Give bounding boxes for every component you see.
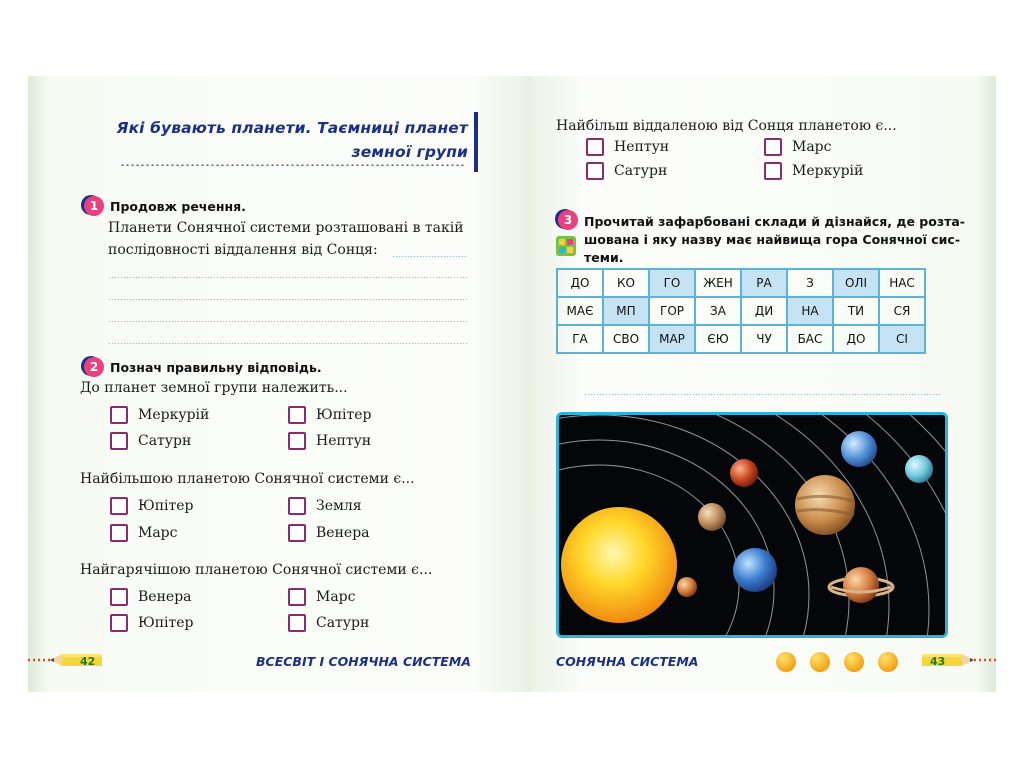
task1-heading: Продовж речення.	[110, 199, 246, 214]
option-item[interactable]	[110, 614, 194, 632]
syllable-cell: ГА	[557, 325, 603, 353]
task1-text-line2: послідовності віддалення від Сонця:	[108, 242, 378, 258]
option-item[interactable]	[288, 614, 369, 632]
checkbox[interactable]	[586, 138, 604, 156]
option-label: Юпітер	[138, 615, 194, 631]
syllable-cell: ДИ	[741, 297, 787, 325]
title-line-2: земної групи	[351, 143, 468, 161]
checkbox[interactable]	[288, 614, 306, 632]
syllable-row	[557, 269, 925, 297]
option-item[interactable]	[288, 432, 371, 450]
option-item[interactable]	[764, 162, 863, 180]
syllable-cell: ДО	[833, 325, 879, 353]
syllable-cell: МАЄ	[557, 297, 603, 325]
checkbox[interactable]	[288, 432, 306, 450]
option-label: Земля	[316, 498, 362, 514]
checkbox[interactable]	[288, 497, 306, 515]
syllable-cell: ГОР	[649, 297, 695, 325]
option-item[interactable]	[586, 162, 667, 180]
checkbox[interactable]	[288, 524, 306, 542]
syllable-cell-highlighted: ОЛІ	[833, 269, 879, 297]
syllable-cell-highlighted: СІ	[879, 325, 925, 353]
syllable-cell: СВО	[603, 325, 649, 353]
answer-line[interactable]	[584, 394, 942, 395]
syllable-cell: ЧУ	[741, 325, 787, 353]
title-accent-bar	[474, 112, 478, 172]
footer-section-title-right: СОНЯЧНА СИСТЕМА	[556, 654, 699, 669]
option-item[interactable]	[288, 588, 355, 606]
option-item[interactable]	[110, 497, 194, 515]
smiley-icon[interactable]	[844, 652, 864, 672]
option-label: Сатурн	[614, 163, 668, 179]
option-label: Венера	[138, 589, 192, 605]
page-number-right: 43	[930, 655, 946, 668]
option-item[interactable]	[110, 588, 192, 606]
syllable-cell: КО	[603, 269, 649, 297]
syllable-cell: З	[787, 269, 833, 297]
option-label: Сатурн	[138, 433, 192, 449]
option-label: Юпітер	[316, 407, 372, 423]
syllable-cell-highlighted: НА	[787, 297, 833, 325]
syllable-cell: БАС	[787, 325, 833, 353]
option-item[interactable]	[288, 406, 372, 424]
title-line-1: Які бувають планети. Таємниці планет	[116, 119, 468, 137]
task3-line2: шована і яку назву має найвища гора Сонячної сис-	[584, 232, 961, 247]
option-label: Марс	[138, 525, 178, 541]
task3-line3: теми.	[584, 250, 624, 265]
syllable-cell: ЗА	[695, 297, 741, 325]
footer-section-title-left: ВСЕСВІТ І СОНЯЧНА СИСТЕМА	[256, 654, 471, 669]
option-item[interactable]	[110, 524, 177, 542]
page-number-left: 42	[80, 655, 96, 668]
syllable-cell: СЯ	[879, 297, 925, 325]
option-item[interactable]	[110, 406, 209, 424]
task2-heading: Познач правильну відповідь.	[110, 360, 322, 375]
checkbox[interactable]	[288, 588, 306, 606]
syllable-cell-highlighted: МАР	[649, 325, 695, 353]
syllable-cell: НАС	[879, 269, 925, 297]
checkbox[interactable]	[288, 406, 306, 424]
question-2: Найбільшою планетою Сонячної системи є...	[80, 471, 415, 487]
task-number-2: 2	[84, 357, 104, 377]
option-label: Нептун	[614, 139, 670, 155]
checkbox[interactable]	[110, 432, 128, 450]
syllable-cell-highlighted: МП	[603, 297, 649, 325]
option-label: Марс	[316, 589, 356, 605]
option-label: Меркурій	[792, 163, 864, 179]
option-label: Венера	[316, 525, 370, 541]
syllable-row	[557, 325, 925, 353]
answer-line[interactable]	[108, 277, 468, 278]
syllable-table	[556, 268, 926, 354]
checkbox[interactable]	[764, 138, 782, 156]
syllable-cell-highlighted: ГО	[649, 269, 695, 297]
question-1: До планет земної групи належить...	[80, 380, 348, 396]
option-item[interactable]	[764, 138, 831, 156]
option-label: Нептун	[316, 433, 372, 449]
title-dotted-underline	[120, 164, 464, 166]
option-item[interactable]	[288, 497, 362, 515]
option-label: Меркурій	[138, 407, 210, 423]
option-label: Марс	[792, 139, 832, 155]
solar-system-image	[556, 412, 948, 638]
question-4: Найбільш віддаленою від Сонця планетою є...	[556, 118, 897, 134]
syllable-cell: ЖЕН	[695, 269, 741, 297]
task1-text-line1: Планети Сонячної системи розташовані в такій	[108, 220, 464, 236]
option-item[interactable]	[288, 524, 370, 542]
checkbox[interactable]	[586, 162, 604, 180]
checkbox[interactable]	[110, 524, 128, 542]
task3-line1: Прочитай зафарбовані склади й дізнайся, де розта-	[584, 214, 965, 229]
smiley-icon[interactable]	[878, 652, 898, 672]
syllable-row	[557, 297, 925, 325]
option-item[interactable]	[586, 138, 669, 156]
option-item[interactable]	[110, 432, 191, 450]
task-number-3: 3	[558, 210, 578, 230]
question-3: Найгарячішою планетою Сонячної системи є...	[80, 562, 433, 578]
book-spread	[28, 76, 996, 692]
smiley-icon[interactable]	[776, 652, 796, 672]
syllable-cell: ДО	[557, 269, 603, 297]
checkbox[interactable]	[110, 497, 128, 515]
syllable-cell: ТИ	[833, 297, 879, 325]
page-title	[102, 116, 468, 164]
syllable-cell-highlighted: РА	[741, 269, 787, 297]
checkbox[interactable]	[764, 162, 782, 180]
task-number-1: 1	[84, 196, 104, 216]
smiley-icon[interactable]	[810, 652, 830, 672]
answer-line[interactable]	[108, 343, 468, 344]
checkbox[interactable]	[110, 588, 128, 606]
answer-line[interactable]	[392, 256, 468, 257]
checkbox[interactable]	[110, 614, 128, 632]
answer-line[interactable]	[108, 321, 468, 322]
puzzle-icon	[556, 236, 576, 256]
checkbox[interactable]	[110, 406, 128, 424]
answer-line[interactable]	[108, 299, 468, 300]
syllable-cell: ЄЮ	[695, 325, 741, 353]
option-label: Сатурн	[316, 615, 370, 631]
option-label: Юпітер	[138, 498, 194, 514]
